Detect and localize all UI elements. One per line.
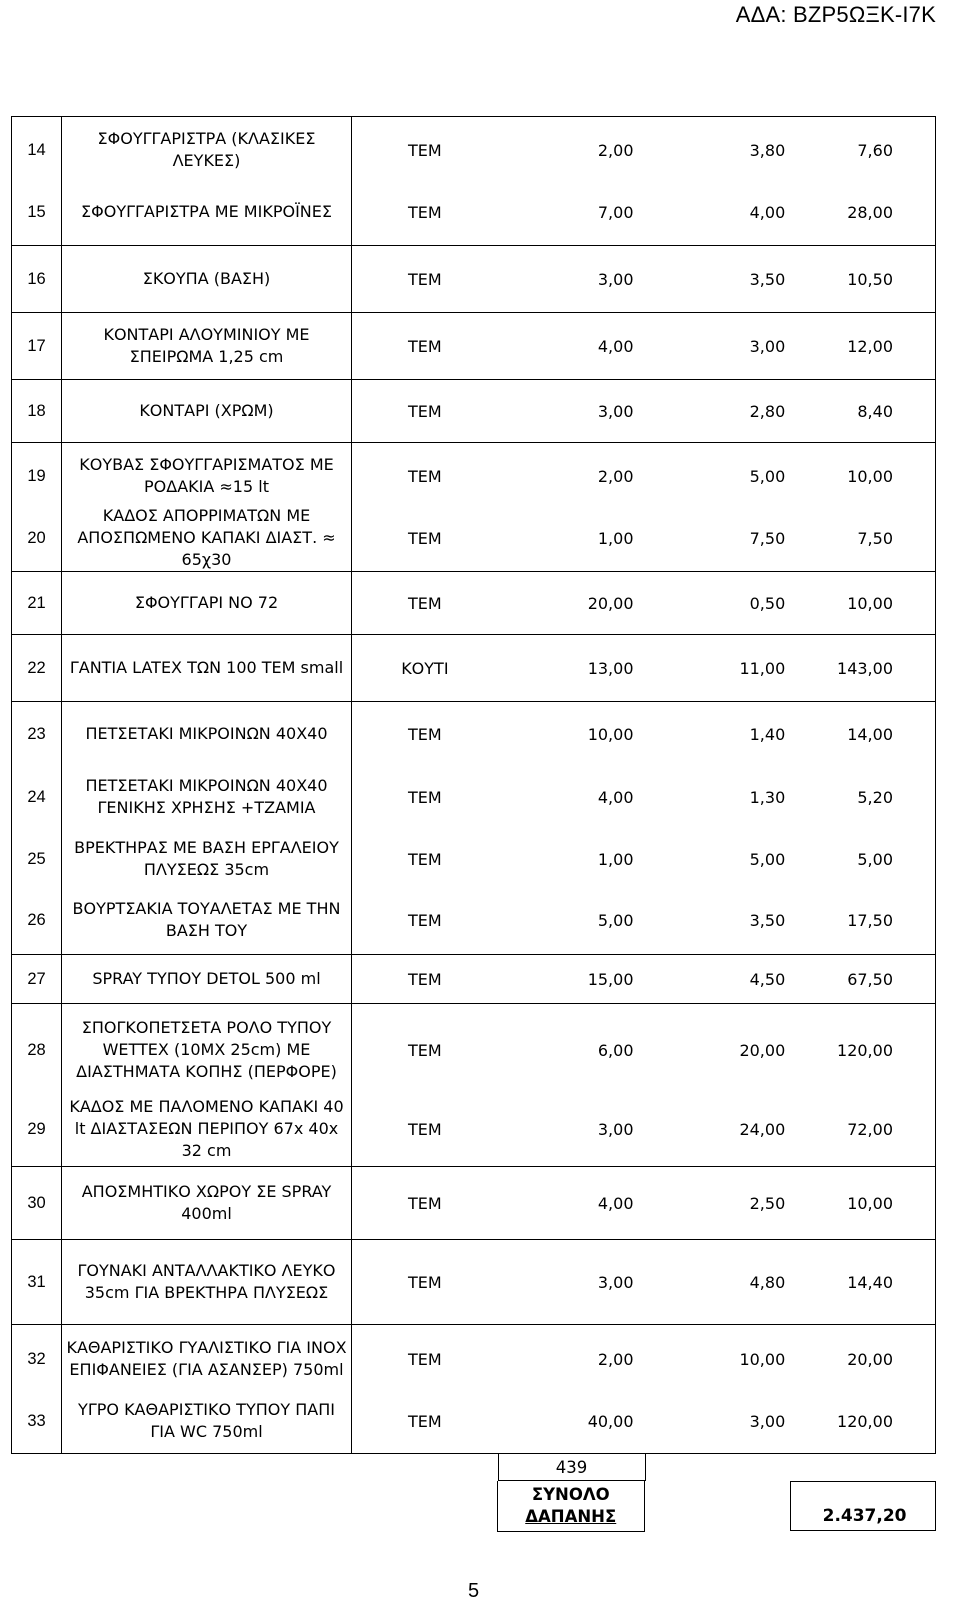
item-description: ΒΡΕΚΤΗΡΑΣ ΜΕ ΒΑΣΗ ΕΡΓΑΛΕΙΟΥ ΠΛΥΣΕΩΣ 35cm bbox=[74, 838, 339, 879]
item-values-row bbox=[352, 1094, 935, 1164]
item-values-row bbox=[352, 574, 935, 632]
item-description: ΚΟΝΤΑΡΙ (ΧΡΩΜ) bbox=[139, 401, 274, 420]
item-number-cell bbox=[12, 1004, 62, 1167]
item-number: 31 bbox=[27, 1272, 46, 1291]
item-number: 25 bbox=[27, 849, 46, 868]
item-quantity: 40,00 bbox=[587, 1411, 634, 1431]
table-row-group bbox=[12, 117, 936, 246]
item-values-cell bbox=[352, 117, 936, 246]
item-number: 22 bbox=[27, 658, 46, 677]
item-values-cell bbox=[352, 313, 936, 380]
item-total: 12,00 bbox=[847, 336, 893, 356]
total-expense-label bbox=[497, 1481, 645, 1532]
item-total: 14,00 bbox=[847, 724, 893, 744]
item-unit: ΤΕΜ bbox=[408, 140, 442, 160]
item-number-cell bbox=[12, 572, 62, 635]
item-quantity: 4,00 bbox=[597, 787, 634, 807]
item-values-cell bbox=[352, 955, 936, 1004]
item-total: 10,00 bbox=[847, 466, 893, 486]
item-number: 27 bbox=[27, 969, 46, 988]
item-unit-price: 20,00 bbox=[739, 1040, 786, 1060]
item-quantity: 15,00 bbox=[587, 969, 634, 989]
item-total: 67,50 bbox=[847, 969, 893, 989]
item-values-cell bbox=[352, 443, 936, 572]
item-values-cell bbox=[352, 635, 936, 702]
item-values-row bbox=[352, 507, 935, 569]
item-description: ΠΕΤΣΕΤΑΚΙ ΜΙΚΡΟΙΝΩΝ 40Χ40 bbox=[85, 724, 328, 743]
item-description: ΣΦΟΥΓΓΑΡΙ ΝΟ 72 bbox=[134, 593, 279, 612]
table-row-group bbox=[12, 1240, 936, 1325]
item-unit: ΤΕΜ bbox=[408, 1193, 442, 1213]
item-quantity: 2,00 bbox=[597, 140, 634, 160]
summary-row-quantity bbox=[12, 1454, 936, 1482]
item-total: 143,00 bbox=[837, 658, 893, 678]
table-row-group bbox=[12, 246, 936, 313]
item-total: 17,50 bbox=[847, 910, 893, 930]
item-description-cell bbox=[62, 702, 352, 955]
item-total: 10,50 bbox=[847, 269, 893, 289]
item-quantity: 4,00 bbox=[597, 1193, 634, 1213]
item-total: 120,00 bbox=[837, 1040, 893, 1060]
item-unit-price: 4,50 bbox=[749, 969, 786, 989]
item-total: 7,50 bbox=[857, 528, 893, 548]
item-unit: ΤΕΜ bbox=[408, 910, 442, 930]
item-number: 15 bbox=[27, 202, 46, 221]
item-description: ΣΦΟΥΓΓΑΡΙΣΤΡΑ ΜΕ ΜΙΚΡΟΪΝΕΣ bbox=[81, 202, 332, 221]
item-number: 23 bbox=[27, 724, 46, 743]
item-description: ΚΑΔΟΣ ΑΠΟΡΡΙΜΑΤΩΝ ΜΕ ΑΠΟΣΠΩΜΕΝΟ ΚΑΠΑΚΙ ΔΙΑΣΤ. ≈ 65χ30 bbox=[77, 506, 336, 569]
item-number: 16 bbox=[27, 269, 46, 288]
item-unit-price: 3,00 bbox=[749, 1411, 786, 1431]
item-unit: ΤΕΜ bbox=[408, 401, 442, 421]
item-quantity: 13,00 bbox=[587, 658, 634, 678]
item-unit-price: 11,00 bbox=[739, 658, 786, 678]
item-values-row bbox=[352, 637, 935, 699]
item-values-row bbox=[352, 764, 935, 830]
summary-row-total bbox=[12, 1481, 936, 1531]
item-unit-price: 4,00 bbox=[749, 202, 786, 222]
item-values-row bbox=[352, 1391, 935, 1451]
item-number-cell bbox=[12, 635, 62, 702]
item-values-row bbox=[352, 1242, 935, 1322]
item-quantity: 20,00 bbox=[587, 593, 634, 613]
item-values-row bbox=[352, 957, 935, 1001]
item-unit-price: 4,80 bbox=[749, 1272, 786, 1292]
item-description: ΚΟΥΒΑΣ ΣΦΟΥΓΓΑΡΙΣΜΑΤΟΣ ΜΕ ΡΟΔΑΚΙΑ ≈15 lt bbox=[79, 455, 334, 496]
item-quantity: 10,00 bbox=[587, 724, 634, 744]
item-unit: ΤΕΜ bbox=[408, 1119, 442, 1139]
item-values-cell bbox=[352, 1240, 936, 1325]
item-unit: ΤΕΜ bbox=[408, 466, 442, 486]
item-description-cell bbox=[62, 313, 352, 380]
item-values-row bbox=[352, 382, 935, 440]
item-number-cell bbox=[12, 1240, 62, 1325]
item-values-row bbox=[352, 248, 935, 310]
item-unit: ΤΕΜ bbox=[408, 1040, 442, 1060]
item-total: 5,00 bbox=[857, 849, 893, 869]
item-unit-price: 24,00 bbox=[739, 1119, 786, 1139]
item-description: ΑΠΟΣΜΗΤΙΚΟ ΧΩΡΟΥ ΣΕ SPRAY 400ml bbox=[81, 1182, 332, 1223]
item-unit-price: 2,50 bbox=[749, 1193, 786, 1213]
table-row-group bbox=[12, 702, 936, 955]
item-description: ΓΑΝΤΙΑ LATEX ΤΩΝ 100 ΤΕΜ small bbox=[69, 658, 344, 677]
item-number-cell bbox=[12, 955, 62, 1004]
item-values-cell bbox=[352, 246, 936, 313]
item-description: ΚΟΝΤΑΡΙ ΑΛΟΥΜΙΝΙΟΥ ΜΕ ΣΠΕΙΡΩΜΑ 1,25 cm bbox=[103, 325, 310, 366]
item-description-cell bbox=[62, 1240, 352, 1325]
table-row-group bbox=[12, 380, 936, 443]
item-number: 20 bbox=[27, 528, 46, 547]
item-total: 5,20 bbox=[857, 787, 893, 807]
item-quantity: 1,00 bbox=[597, 528, 634, 548]
item-number: 14 bbox=[27, 140, 46, 159]
total-label-line1: ΣΥΝΟΛΟ bbox=[531, 1484, 610, 1504]
item-total: 28,00 bbox=[847, 202, 893, 222]
item-number-cell bbox=[12, 313, 62, 380]
item-description: ΣΠΟΓΚΟΠΕΤΣΕΤΑ ΡΟΛΟ ΤΥΠΟΥ WETTEX (10MX 25cm) ΜΕ ΔΙΑΣΤΗΜΑΤΑ ΚΟΠΗΣ (ΠΕΡΦΟΡΕ) bbox=[76, 1018, 337, 1081]
item-unit: ΤΕΜ bbox=[408, 1411, 442, 1431]
item-unit-price: 1,30 bbox=[749, 787, 786, 807]
item-unit-price: 3,50 bbox=[749, 269, 786, 289]
item-unit-price: 3,00 bbox=[749, 336, 786, 356]
item-number: 26 bbox=[27, 910, 46, 929]
item-unit: ΤΕΜ bbox=[408, 528, 442, 548]
item-quantity: 3,00 bbox=[597, 269, 634, 289]
table-row-group bbox=[12, 635, 936, 702]
item-description-cell bbox=[62, 635, 352, 702]
item-description-cell bbox=[62, 572, 352, 635]
item-number: 33 bbox=[27, 1411, 46, 1430]
item-values-row bbox=[352, 445, 935, 507]
item-description: ΥΓΡΟ ΚΑΘΑΡΙΣΤΙΚΟ ΤΥΠΟΥ ΠΑΠΙ ΓΙΑ WC 750ml bbox=[78, 1400, 335, 1441]
item-number-cell bbox=[12, 702, 62, 955]
item-description: ΣΦΟΥΓΓΑΡΙΣΤΡΑ (ΚΛΑΣΙΚΕΣ ΛΕΥΚΕΣ) bbox=[97, 129, 316, 170]
table-row-group bbox=[12, 1325, 936, 1454]
item-number: 24 bbox=[27, 787, 46, 806]
total-quantity: 439 bbox=[498, 1454, 646, 1481]
item-quantity: 7,00 bbox=[597, 202, 634, 222]
item-number-cell bbox=[12, 1325, 62, 1454]
item-description-cell bbox=[62, 955, 352, 1004]
item-number-cell bbox=[12, 246, 62, 313]
item-quantity: 2,00 bbox=[597, 466, 634, 486]
item-number-cell bbox=[12, 380, 62, 443]
item-quantity: 6,00 bbox=[597, 1040, 634, 1060]
item-values-cell bbox=[352, 380, 936, 443]
item-quantity: 2,00 bbox=[597, 1349, 634, 1369]
item-values-row bbox=[352, 315, 935, 377]
page-number: 5 bbox=[468, 1580, 480, 1602]
item-values-row bbox=[352, 704, 935, 764]
item-values-cell bbox=[352, 702, 936, 955]
item-number-cell bbox=[12, 1167, 62, 1240]
item-description: ΣΚΟΥΠΑ (ΒΑΣΗ) bbox=[142, 269, 271, 288]
item-description-cell bbox=[62, 1004, 352, 1167]
item-unit: ΚΟΥΤΙ bbox=[401, 658, 449, 678]
item-unit: ΤΕΜ bbox=[408, 1272, 442, 1292]
item-number: 32 bbox=[27, 1349, 46, 1368]
item-unit-price: 3,80 bbox=[749, 140, 786, 160]
item-unit-price: 5,00 bbox=[749, 466, 786, 486]
item-values-cell bbox=[352, 572, 936, 635]
grand-total: 2.437,20 bbox=[790, 1481, 936, 1531]
item-description: ΓΟΥΝΑΚΙ ΑΝΤΑΛΛΑΚΤΙΚΟ ΛΕΥΚΟ 35cm ΓΙΑ ΒΡΕΚΤΗΡΑ ΠΛΥΣΕΩΣ bbox=[77, 1261, 336, 1302]
item-values-row bbox=[352, 830, 935, 888]
item-unit: ΤΕΜ bbox=[408, 593, 442, 613]
item-unit-price: 0,50 bbox=[749, 593, 786, 613]
item-total: 72,00 bbox=[847, 1119, 893, 1139]
item-description: ΒΟΥΡΤΣΑΚΙΑ ΤΟΥΑΛΕΤΑΣ ΜΕ ΤΗΝ ΒΑΣΗ ΤΟΥ bbox=[72, 899, 341, 940]
item-unit-price: 1,40 bbox=[749, 724, 786, 744]
item-number: 18 bbox=[27, 401, 46, 420]
item-total: 20,00 bbox=[847, 1349, 893, 1369]
item-values-row bbox=[352, 1006, 935, 1094]
item-values-row bbox=[352, 888, 935, 952]
item-unit: ΤΕΜ bbox=[408, 969, 442, 989]
item-unit-price: 3,50 bbox=[749, 910, 786, 930]
items-table bbox=[11, 116, 936, 1531]
item-total: 14,40 bbox=[847, 1272, 893, 1292]
table-row-group bbox=[12, 313, 936, 380]
item-values-cell bbox=[352, 1004, 936, 1167]
item-total: 8,40 bbox=[857, 401, 893, 421]
item-quantity: 4,00 bbox=[597, 336, 634, 356]
item-unit: ΤΕΜ bbox=[408, 202, 442, 222]
item-total: 120,00 bbox=[837, 1411, 893, 1431]
item-unit: ΤΕΜ bbox=[408, 336, 442, 356]
item-description-cell bbox=[62, 443, 352, 572]
item-quantity: 5,00 bbox=[597, 910, 634, 930]
item-number: 28 bbox=[27, 1040, 46, 1059]
item-unit: ΤΕΜ bbox=[408, 787, 442, 807]
item-unit-price: 2,80 bbox=[749, 401, 786, 421]
table-row-group bbox=[12, 443, 936, 572]
item-number: 21 bbox=[27, 593, 46, 612]
document-id: ΑΔΑ: ΒΖΡ5ΩΞΚ-Ι7Κ bbox=[735, 2, 936, 27]
item-description-cell bbox=[62, 380, 352, 443]
item-values-row bbox=[352, 119, 935, 181]
item-number: 29 bbox=[27, 1119, 46, 1138]
item-values-cell bbox=[352, 1325, 936, 1454]
item-number: 17 bbox=[27, 336, 46, 355]
item-total: 7,60 bbox=[857, 140, 893, 160]
item-values-row bbox=[352, 1169, 935, 1237]
total-label-line2: ΔΑΠΑΝΗΣ bbox=[525, 1506, 617, 1526]
item-description: ΚΑΘΑΡΙΣΤΙΚΟ ΓΥΑΛΙΣΤΙΚΟ ΓΙΑ ΙΝΟΧ ΕΠΙΦΑΝΕΙΕΣ (ΓΙΑ ΑΣΑΝΣΕΡ) 750ml bbox=[66, 1338, 347, 1379]
item-quantity: 3,00 bbox=[597, 401, 634, 421]
item-quantity: 3,00 bbox=[597, 1272, 634, 1292]
item-unit-price: 10,00 bbox=[739, 1349, 786, 1369]
table-row-group bbox=[12, 1167, 936, 1240]
table-row-group bbox=[12, 1004, 936, 1167]
item-values-row bbox=[352, 1327, 935, 1391]
item-unit: ΤΕΜ bbox=[408, 849, 442, 869]
item-number-cell bbox=[12, 443, 62, 572]
item-description-cell bbox=[62, 117, 352, 246]
item-quantity: 3,00 bbox=[597, 1119, 634, 1139]
item-description: ΚΑΔΟΣ ΜΕ ΠΑΛΟΜΕΝΟ ΚΑΠΑΚΙ 40 lt ΔΙΑΣΤΑΣΕΩΝ ΠΕΡΙΠΟΥ 67x 40x 32 cm bbox=[69, 1097, 344, 1160]
table-row-group bbox=[12, 572, 936, 635]
table-row-group bbox=[12, 955, 936, 1004]
item-description: SPRAY ΤΥΠΟΥ DETOL 500 ml bbox=[92, 969, 321, 988]
item-unit: ΤΕΜ bbox=[408, 1349, 442, 1369]
item-values-cell bbox=[352, 1167, 936, 1240]
item-description-cell bbox=[62, 246, 352, 313]
item-number-cell bbox=[12, 117, 62, 246]
item-description-cell bbox=[62, 1167, 352, 1240]
item-unit-price: 7,50 bbox=[749, 528, 786, 548]
item-description: ΠΕΤΣΕΤΑΚΙ ΜΙΚΡΟΙΝΩΝ 40Χ40 ΓΕΝΙΚΗΣ ΧΡΗΣΗΣ +ΤΖΑΜΙΑ bbox=[85, 776, 328, 817]
item-quantity: 1,00 bbox=[597, 849, 634, 869]
item-unit: ΤΕΜ bbox=[408, 724, 442, 744]
item-description-cell bbox=[62, 1325, 352, 1454]
item-values-row bbox=[352, 181, 935, 243]
item-unit-price: 5,00 bbox=[749, 849, 786, 869]
item-unit: ΤΕΜ bbox=[408, 269, 442, 289]
item-number: 19 bbox=[27, 466, 46, 485]
item-total: 10,00 bbox=[847, 1193, 893, 1213]
item-number: 30 bbox=[27, 1193, 46, 1212]
item-total: 10,00 bbox=[847, 593, 893, 613]
